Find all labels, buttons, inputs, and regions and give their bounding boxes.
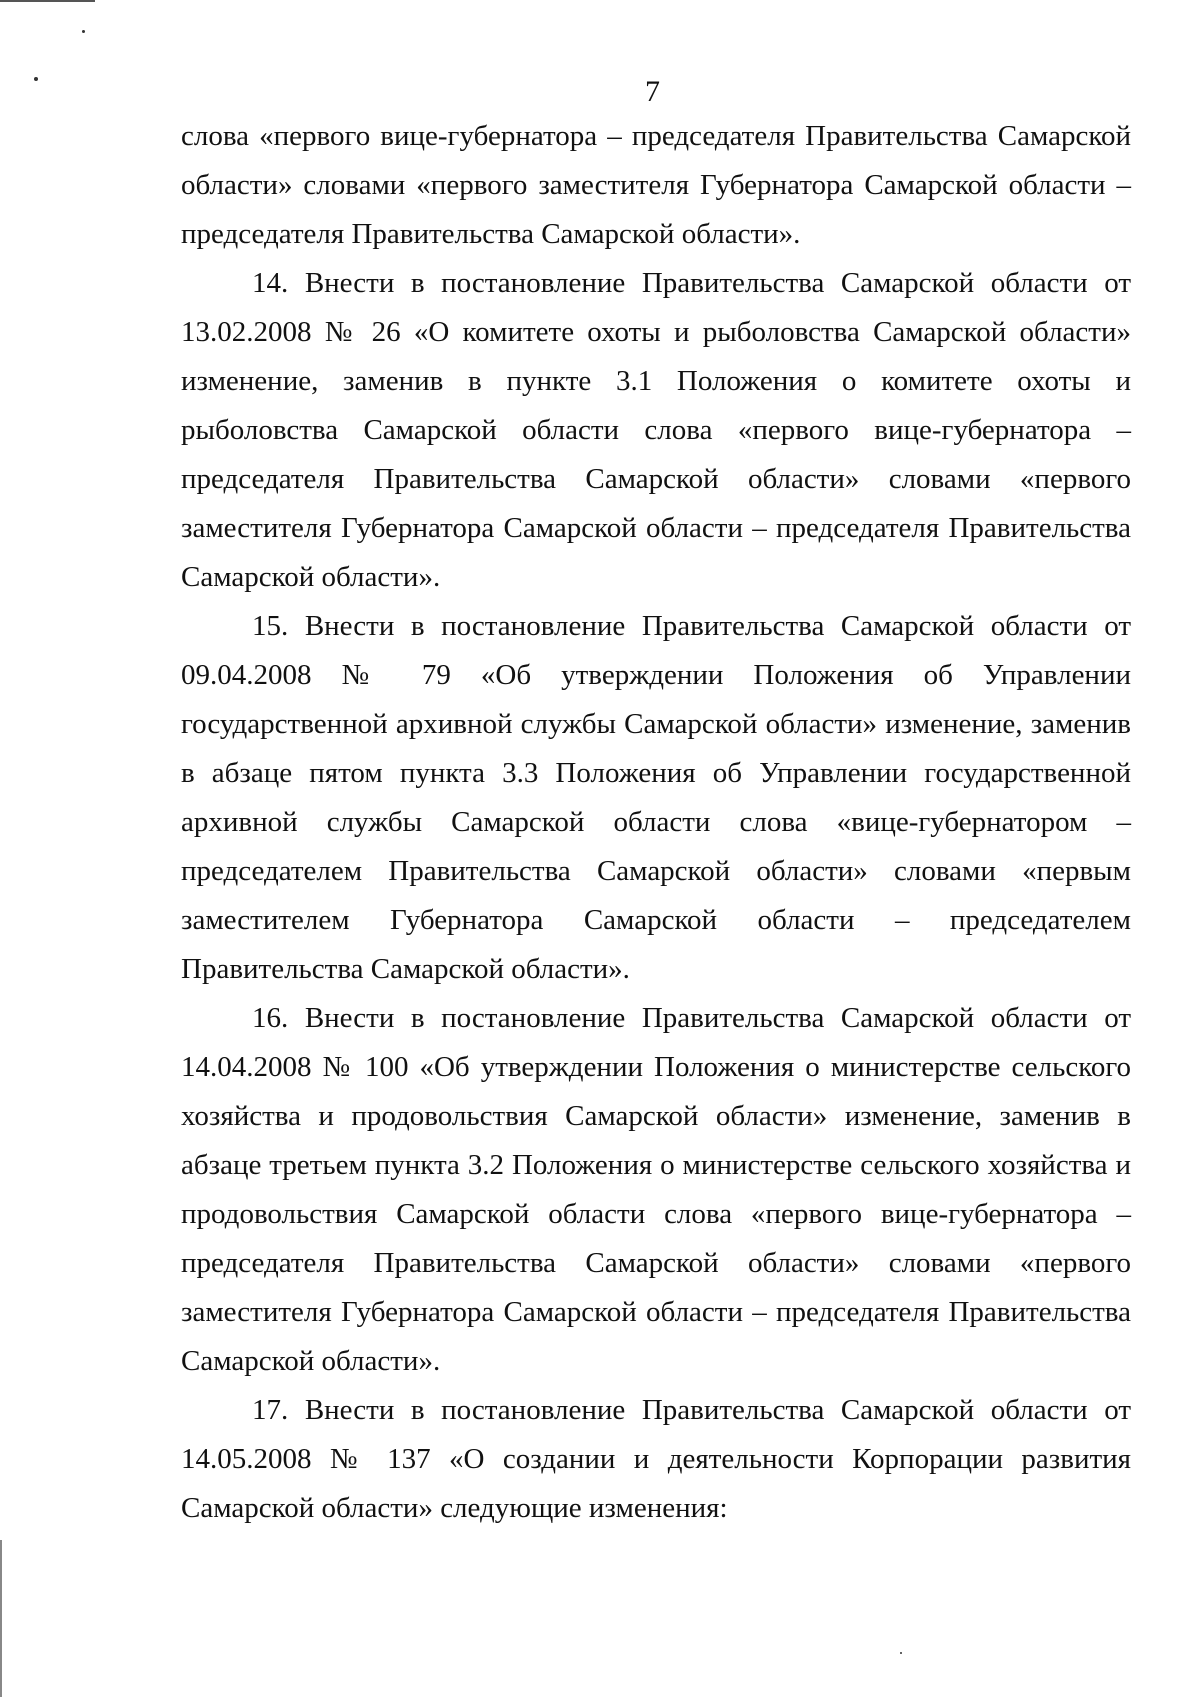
- paragraph-item-14: 14. Внести в постановление Правительства Самарской области от 13.02.2008 № 26 «О комитете охоты и рыболовства Самарской области» изменение, заменив в пункте 3.1 Положения о комитете охоты и рыболовства Самарской области слова «первого вице-губернатора – председателя Правительства Самарской области» словами «первого заместителя Губернатора Самарской области – председателя Правительства Самарской области».: [181, 267, 1131, 593]
- scan-artifact-rule: [0, 0, 95, 2]
- paragraph-item-16: 16. Внести в постановление Правительства Самарской области от 14.04.2008 № 100 «Об утверждении Положения о министерстве сельского хозяйства и продовольствия Самарской области» изменение, заменив в абзаце третьем пункта 3.2 Положения о министерстве сельского хозяйства и продовольствия Самарской области слова «первого вице-губернатора – председателя Правительства Самарской области» словами «первого заместителя Губернатора Самарской области – председателя Правительства Самарской области».: [181, 1002, 1131, 1377]
- scan-speck: [900, 1652, 902, 1654]
- document-body: [181, 112, 1131, 1533]
- paragraph-continuation: слова «первого вице-губернатора – председателя Правительства Самарской области» словами «первого заместителя Губернатора Самарской области – председателя Правительства Самарской области».: [181, 120, 1131, 250]
- scan-speck: [82, 30, 85, 33]
- page-number: 7: [645, 75, 660, 108]
- scan-artifact-edge: [0, 1540, 2, 1697]
- paragraph-item-15: 15. Внести в постановление Правительства Самарской области от 09.04.2008 № 79 «Об утверждении Положения об Управлении государственной архивной службы Самарской области» изменение, заменив в абзаце пятом пункта 3.3 Положения об Управлении государственной архивной службы Самарской области слова «вице-губернатором – председателем Правительства Самарской области» словами «первым заместителем Губернатора Самарской области – председателем Правительства Самарской области».: [181, 610, 1131, 985]
- paragraph-item-17: 17. Внести в постановление Правительства Самарской области от 14.05.2008 № 137 «О создании и деятельности Корпорации развития Самарской области» следующие изменения:: [181, 1394, 1131, 1524]
